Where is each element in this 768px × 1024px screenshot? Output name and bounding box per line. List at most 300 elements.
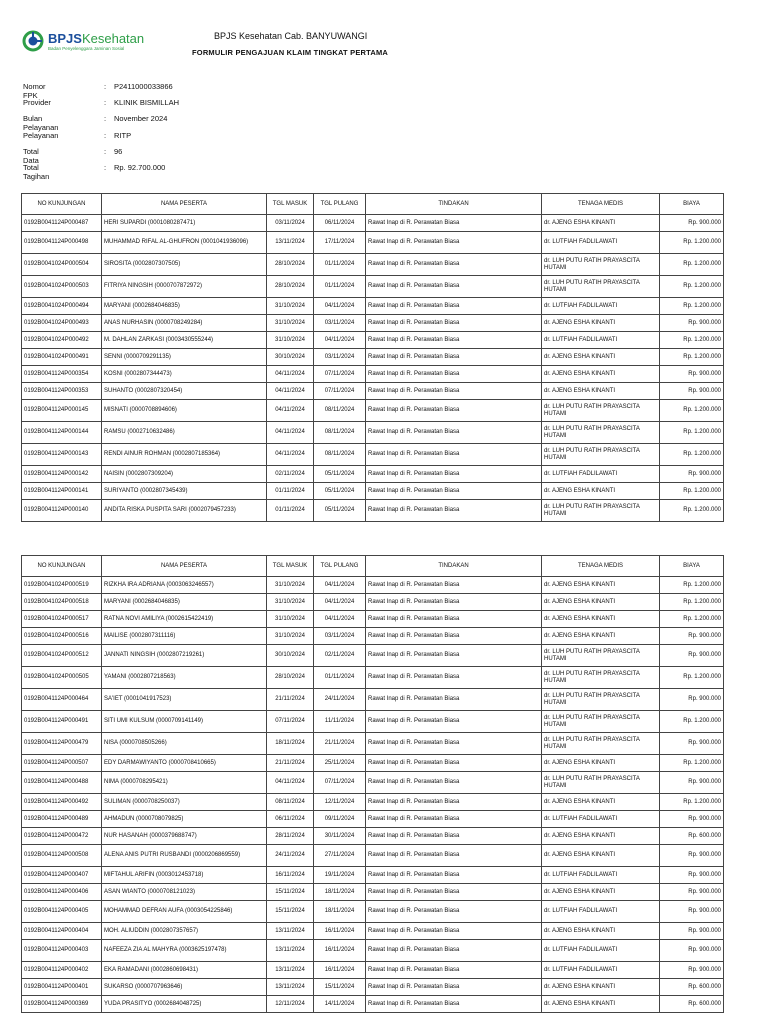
cell-discharge-date: 16/11/2024 bbox=[314, 962, 366, 979]
cell-procedure: Rawat Inap di R. Perawatan Biasa bbox=[366, 940, 542, 962]
cell-procedure: Rawat Inap di R. Perawatan Biasa bbox=[366, 483, 542, 500]
cell-discharge-date: 24/11/2024 bbox=[314, 689, 366, 711]
cell-medical-staff: dr. LUH PUTU RATIH PRAYASCITA HUTAMI bbox=[542, 444, 660, 466]
cell-discharge-date: 01/11/2024 bbox=[314, 667, 366, 689]
summary-colon: : bbox=[104, 130, 107, 140]
cell-cost: Rp. 1.200.000 bbox=[660, 755, 724, 772]
cell-visit-number: 0192B0041024P000517 bbox=[22, 611, 102, 628]
cell-cost: Rp. 1.200.000 bbox=[660, 349, 724, 366]
cell-visit-number: 0192B0041124P000369 bbox=[22, 996, 102, 1013]
cell-procedure: Rawat Inap di R. Perawatan Biasa bbox=[366, 884, 542, 901]
cell-cost: Rp. 1.200.000 bbox=[660, 444, 724, 466]
table-row bbox=[22, 884, 724, 901]
cell-discharge-date: 15/11/2024 bbox=[314, 979, 366, 996]
table-header-row bbox=[22, 194, 724, 215]
cell-cost: Rp. 900.000 bbox=[660, 366, 724, 383]
cell-admission-date: 07/11/2024 bbox=[267, 711, 314, 733]
cell-discharge-date: 07/11/2024 bbox=[314, 383, 366, 400]
table-row bbox=[22, 689, 724, 711]
cell-admission-date: 31/10/2024 bbox=[267, 577, 314, 594]
summary-colon: : bbox=[104, 98, 107, 108]
cell-admission-date: 28/11/2024 bbox=[267, 828, 314, 845]
cell-visit-number: 0192B0041024P000504 bbox=[22, 254, 102, 276]
cell-admission-date: 24/11/2024 bbox=[267, 845, 314, 867]
cell-cost: Rp. 1.200.000 bbox=[660, 500, 724, 522]
table-row bbox=[22, 645, 724, 667]
cell-visit-number: 0192B0041024P000505 bbox=[22, 667, 102, 689]
bpjs-emblem-icon bbox=[22, 30, 44, 52]
cell-cost: Rp. 1.200.000 bbox=[660, 422, 724, 444]
cell-visit-number: 0192B0041124P000489 bbox=[22, 811, 102, 828]
cell-visit-number: 0192B0041024P000494 bbox=[22, 298, 102, 315]
cell-procedure: Rawat Inap di R. Perawatan Biasa bbox=[366, 611, 542, 628]
cell-admission-date: 13/11/2024 bbox=[267, 232, 314, 254]
cell-procedure: Rawat Inap di R. Perawatan Biasa bbox=[366, 215, 542, 232]
cell-admission-date: 31/10/2024 bbox=[267, 628, 314, 645]
cell-cost: Rp. 600.000 bbox=[660, 996, 724, 1013]
cell-medical-staff: dr. LUH PUTU RATIH PRAYASCITA HUTAMI bbox=[542, 733, 660, 755]
cell-cost: Rp. 900.000 bbox=[660, 901, 724, 923]
cell-procedure: Rawat Inap di R. Perawatan Biasa bbox=[366, 298, 542, 315]
column-header-discharge-date: TGL PULANG bbox=[314, 556, 366, 577]
claims-table-2 bbox=[21, 555, 724, 1013]
table-header-row bbox=[22, 556, 724, 577]
cell-visit-number: 0192B0041124P000353 bbox=[22, 383, 102, 400]
cell-patient-name: AHMADUN (0000708079825) bbox=[102, 811, 267, 828]
cell-medical-staff: dr. LUTFIAH FADLILAWATI bbox=[542, 811, 660, 828]
cell-procedure: Rawat Inap di R. Perawatan Biasa bbox=[366, 232, 542, 254]
cell-visit-number: 0192B0041124P000143 bbox=[22, 444, 102, 466]
cell-cost: Rp. 900.000 bbox=[660, 940, 724, 962]
column-header-visit-number: NO KUNJUNGAN bbox=[22, 556, 102, 577]
cell-patient-name: SA'IET (0001041917523) bbox=[102, 689, 267, 711]
table-row bbox=[22, 254, 724, 276]
cell-cost: Rp. 600.000 bbox=[660, 979, 724, 996]
cell-patient-name: NAFEEZA ZIA AL MAHYRA (0003625197478) bbox=[102, 940, 267, 962]
summary-value: KLINIK BISMILLAH bbox=[114, 98, 180, 108]
cell-patient-name: YAMANI (0002807218563) bbox=[102, 667, 267, 689]
cell-patient-name: FITRIYA NINGSIH (0000707872972) bbox=[102, 276, 267, 298]
column-header-procedure: TINDAKAN bbox=[366, 194, 542, 215]
table-row bbox=[22, 466, 724, 483]
cell-cost: Rp. 900.000 bbox=[660, 315, 724, 332]
cell-admission-date: 21/11/2024 bbox=[267, 689, 314, 711]
cell-discharge-date: 08/11/2024 bbox=[314, 422, 366, 444]
summary-label: Total Tagihan bbox=[23, 162, 50, 181]
cell-medical-staff: dr. LUH PUTU RATIH PRAYASCITA HUTAMI bbox=[542, 711, 660, 733]
summary-label: Provider bbox=[23, 98, 51, 108]
cell-medical-staff: dr. AJENG ESHA KINANTI bbox=[542, 884, 660, 901]
column-header-admission-date: TGL MASUK bbox=[267, 556, 314, 577]
cell-patient-name: NIMA (0000708295421) bbox=[102, 772, 267, 794]
cell-patient-name: RATNA NOVI AMILIYA (0002615422419) bbox=[102, 611, 267, 628]
table-row bbox=[22, 444, 724, 466]
cell-discharge-date: 01/11/2024 bbox=[314, 254, 366, 276]
cell-patient-name: RIZKHA IRA ADRIANA (0003063246557) bbox=[102, 577, 267, 594]
cell-cost: Rp. 1.200.000 bbox=[660, 298, 724, 315]
table-row bbox=[22, 298, 724, 315]
summary-value: P2411000033866 bbox=[114, 82, 173, 91]
cell-visit-number: 0192B0041124P000508 bbox=[22, 845, 102, 867]
summary-colon: : bbox=[104, 162, 107, 172]
cell-medical-staff: dr. AJENG ESHA KINANTI bbox=[542, 628, 660, 645]
table-row bbox=[22, 366, 724, 383]
cell-admission-date: 28/10/2024 bbox=[267, 667, 314, 689]
cell-patient-name: SENNI (0000709291135) bbox=[102, 349, 267, 366]
table-row bbox=[22, 315, 724, 332]
column-header-patient-name: NAMA PESERTA bbox=[102, 556, 267, 577]
cell-visit-number: 0192B0041124P000492 bbox=[22, 794, 102, 811]
cell-patient-name: KOSNI (0002807344473) bbox=[102, 366, 267, 383]
cell-procedure: Rawat Inap di R. Perawatan Biasa bbox=[366, 422, 542, 444]
cell-cost: Rp. 900.000 bbox=[660, 733, 724, 755]
cell-visit-number: 0192B0041124P000403 bbox=[22, 940, 102, 962]
cell-cost: Rp. 900.000 bbox=[660, 811, 724, 828]
column-header-admission-date: TGL MASUK bbox=[267, 194, 314, 215]
table-row bbox=[22, 232, 724, 254]
table-row bbox=[22, 845, 724, 867]
cell-discharge-date: 11/11/2024 bbox=[314, 711, 366, 733]
column-header-patient-name: NAMA PESERTA bbox=[102, 194, 267, 215]
cell-visit-number: 0192B0041024P000503 bbox=[22, 276, 102, 298]
cell-medical-staff: dr. AJENG ESHA KINANTI bbox=[542, 923, 660, 940]
cell-procedure: Rawat Inap di R. Perawatan Biasa bbox=[366, 594, 542, 611]
cell-medical-staff: dr. LUTFIAH FADLILAWATI bbox=[542, 332, 660, 349]
cell-admission-date: 04/11/2024 bbox=[267, 444, 314, 466]
cell-procedure: Rawat Inap di R. Perawatan Biasa bbox=[366, 962, 542, 979]
cell-cost: Rp. 900.000 bbox=[660, 772, 724, 794]
cell-patient-name: SUKARSO (0000707963646) bbox=[102, 979, 267, 996]
cell-admission-date: 13/11/2024 bbox=[267, 962, 314, 979]
cell-visit-number: 0192B0041124P000498 bbox=[22, 232, 102, 254]
cell-medical-staff: dr. AJENG ESHA KINANTI bbox=[542, 349, 660, 366]
cell-procedure: Rawat Inap di R. Perawatan Biasa bbox=[366, 811, 542, 828]
cell-patient-name: ANAS NURHASIN (0000708249284) bbox=[102, 315, 267, 332]
cell-medical-staff: dr. LUTFIAH FADLILAWATI bbox=[542, 298, 660, 315]
summary-value: RITP bbox=[114, 130, 132, 140]
cell-discharge-date: 04/11/2024 bbox=[314, 332, 366, 349]
cell-procedure: Rawat Inap di R. Perawatan Biasa bbox=[366, 996, 542, 1013]
cell-admission-date: 08/11/2024 bbox=[267, 794, 314, 811]
cell-procedure: Rawat Inap di R. Perawatan Biasa bbox=[366, 794, 542, 811]
cell-admission-date: 03/11/2024 bbox=[267, 215, 314, 232]
cell-admission-date: 04/11/2024 bbox=[267, 422, 314, 444]
cell-visit-number: 0192B0041024P000512 bbox=[22, 645, 102, 667]
cell-admission-date: 15/11/2024 bbox=[267, 901, 314, 923]
cell-cost: Rp. 600.000 bbox=[660, 828, 724, 845]
cell-admission-date: 04/11/2024 bbox=[267, 366, 314, 383]
table-row bbox=[22, 962, 724, 979]
summary-value: Rp. 92.700.000 bbox=[114, 162, 166, 172]
cell-discharge-date: 03/11/2024 bbox=[314, 628, 366, 645]
cell-visit-number: 0192B0041124P000491 bbox=[22, 711, 102, 733]
cell-discharge-date: 12/11/2024 bbox=[314, 794, 366, 811]
table-row bbox=[22, 979, 724, 996]
cell-visit-number: 0192B0041024P000492 bbox=[22, 332, 102, 349]
cell-cost: Rp. 900.000 bbox=[660, 845, 724, 867]
column-header-medical-staff: TENAGA MEDIS bbox=[542, 556, 660, 577]
cell-admission-date: 30/10/2024 bbox=[267, 645, 314, 667]
cell-medical-staff: dr. AJENG ESHA KINANTI bbox=[542, 611, 660, 628]
cell-procedure: Rawat Inap di R. Perawatan Biasa bbox=[366, 667, 542, 689]
cell-cost: Rp. 1.200.000 bbox=[660, 594, 724, 611]
cell-medical-staff: dr. LUH PUTU RATIH PRAYASCITA HUTAMI bbox=[542, 689, 660, 711]
cell-cost: Rp. 1.200.000 bbox=[660, 611, 724, 628]
cell-visit-number: 0192B0041124P000141 bbox=[22, 483, 102, 500]
column-header-visit-number: NO KUNJUNGAN bbox=[22, 194, 102, 215]
summary-colon: : bbox=[104, 146, 107, 156]
cell-discharge-date: 18/11/2024 bbox=[314, 901, 366, 923]
cell-cost: Rp. 1.200.000 bbox=[660, 232, 724, 254]
cell-visit-number: 0192B0041124P000479 bbox=[22, 733, 102, 755]
cell-procedure: Rawat Inap di R. Perawatan Biasa bbox=[366, 755, 542, 772]
summary-value: November 2024 bbox=[114, 114, 168, 124]
cell-patient-name: JANNATI NINGSIH (0002807219261) bbox=[102, 645, 267, 667]
cell-cost: Rp. 900.000 bbox=[660, 466, 724, 483]
cell-cost: Rp. 900.000 bbox=[660, 215, 724, 232]
cell-admission-date: 28/10/2024 bbox=[267, 254, 314, 276]
table-row bbox=[22, 940, 724, 962]
cell-admission-date: 16/11/2024 bbox=[267, 867, 314, 884]
cell-cost: Rp. 900.000 bbox=[660, 689, 724, 711]
cell-discharge-date: 08/11/2024 bbox=[314, 444, 366, 466]
cell-discharge-date: 17/11/2024 bbox=[314, 232, 366, 254]
logo-tagline: Badan Penyelenggara Jaminan Sosial bbox=[48, 46, 125, 51]
table-row bbox=[22, 772, 724, 794]
cell-admission-date: 13/11/2024 bbox=[267, 979, 314, 996]
cell-visit-number: 0192B0041024P000493 bbox=[22, 315, 102, 332]
cell-medical-staff: dr. LUTFIAH FADLILAWATI bbox=[542, 466, 660, 483]
cell-discharge-date: 05/11/2024 bbox=[314, 500, 366, 522]
cell-medical-staff: dr. LUH PUTU RATIH PRAYASCITA HUTAMI bbox=[542, 667, 660, 689]
cell-visit-number: 0192B0041124P000488 bbox=[22, 772, 102, 794]
cell-discharge-date: 14/11/2024 bbox=[314, 996, 366, 1013]
cell-cost: Rp. 1.200.000 bbox=[660, 667, 724, 689]
cell-medical-staff: dr. AJENG ESHA KINANTI bbox=[542, 483, 660, 500]
claims-table-1 bbox=[21, 193, 724, 522]
summary-colon: : bbox=[104, 82, 107, 91]
cell-cost: Rp. 1.200.000 bbox=[660, 332, 724, 349]
cell-discharge-date: 02/11/2024 bbox=[314, 645, 366, 667]
cell-patient-name: SUHANTO (0002807320454) bbox=[102, 383, 267, 400]
table-row bbox=[22, 332, 724, 349]
table-row bbox=[22, 577, 724, 594]
cell-medical-staff: dr. AJENG ESHA KINANTI bbox=[542, 845, 660, 867]
table-row bbox=[22, 996, 724, 1013]
cell-patient-name: M. DAHLAN ZARKASI (0003430555244) bbox=[102, 332, 267, 349]
cell-medical-staff: dr. AJENG ESHA KINANTI bbox=[542, 996, 660, 1013]
cell-visit-number: 0192B0041124P000354 bbox=[22, 366, 102, 383]
cell-admission-date: 30/10/2024 bbox=[267, 349, 314, 366]
cell-admission-date: 31/10/2024 bbox=[267, 611, 314, 628]
summary-label: Total Data bbox=[23, 146, 39, 165]
cell-cost: Rp. 900.000 bbox=[660, 962, 724, 979]
cell-procedure: Rawat Inap di R. Perawatan Biasa bbox=[366, 923, 542, 940]
cell-cost: Rp. 1.200.000 bbox=[660, 400, 724, 422]
cell-medical-staff: dr. LUH PUTU RATIH PRAYASCITA HUTAMI bbox=[542, 500, 660, 522]
cell-visit-number: 0192B0041124P000407 bbox=[22, 867, 102, 884]
cell-patient-name: YUDA PRASITYO (0002684048725) bbox=[102, 996, 267, 1013]
cell-medical-staff: dr. LUH PUTU RATIH PRAYASCITA HUTAMI bbox=[542, 254, 660, 276]
table-row bbox=[22, 500, 724, 522]
cell-discharge-date: 25/11/2024 bbox=[314, 755, 366, 772]
table-row bbox=[22, 794, 724, 811]
cell-admission-date: 31/10/2024 bbox=[267, 332, 314, 349]
cell-medical-staff: dr. AJENG ESHA KINANTI bbox=[542, 755, 660, 772]
cell-medical-staff: dr. AJENG ESHA KINANTI bbox=[542, 979, 660, 996]
table-row bbox=[22, 483, 724, 500]
table-row bbox=[22, 811, 724, 828]
cell-discharge-date: 04/11/2024 bbox=[314, 577, 366, 594]
cell-medical-staff: dr. AJENG ESHA KINANTI bbox=[542, 828, 660, 845]
cell-visit-number: 0192B0041024P000519 bbox=[22, 577, 102, 594]
office-name: BPJS Kesehatan Cab. BANYUWANGI bbox=[214, 31, 368, 41]
logo-brand: BPJSKesehatan bbox=[48, 31, 145, 46]
cell-visit-number: 0192B0041124P000405 bbox=[22, 901, 102, 923]
cell-medical-staff: dr. LUH PUTU RATIH PRAYASCITA HUTAMI bbox=[542, 276, 660, 298]
table-row bbox=[22, 422, 724, 444]
cell-procedure: Rawat Inap di R. Perawatan Biasa bbox=[366, 867, 542, 884]
cell-admission-date: 13/11/2024 bbox=[267, 940, 314, 962]
cell-visit-number: 0192B0041124P000402 bbox=[22, 962, 102, 979]
cell-discharge-date: 08/11/2024 bbox=[314, 400, 366, 422]
cell-patient-name: SITI UMI KULSUM (0000709141149) bbox=[102, 711, 267, 733]
cell-patient-name: MISNATI (0000708894606) bbox=[102, 400, 267, 422]
cell-procedure: Rawat Inap di R. Perawatan Biasa bbox=[366, 845, 542, 867]
cell-discharge-date: 18/11/2024 bbox=[314, 884, 366, 901]
cell-procedure: Rawat Inap di R. Perawatan Biasa bbox=[366, 711, 542, 733]
cell-patient-name: ASAN WIANTO (0000708121023) bbox=[102, 884, 267, 901]
cell-procedure: Rawat Inap di R. Perawatan Biasa bbox=[366, 772, 542, 794]
cell-visit-number: 0192B0041124P000142 bbox=[22, 466, 102, 483]
cell-admission-date: 21/11/2024 bbox=[267, 755, 314, 772]
table-row bbox=[22, 400, 724, 422]
bpjs-logo bbox=[22, 30, 152, 54]
cell-cost: Rp. 1.200.000 bbox=[660, 483, 724, 500]
cell-procedure: Rawat Inap di R. Perawatan Biasa bbox=[366, 689, 542, 711]
column-header-discharge-date: TGL PULANG bbox=[314, 194, 366, 215]
cell-admission-date: 12/11/2024 bbox=[267, 996, 314, 1013]
cell-procedure: Rawat Inap di R. Perawatan Biasa bbox=[366, 733, 542, 755]
summary-colon: : bbox=[104, 114, 107, 124]
cell-medical-staff: dr. LUTFIAH FADLILAWATI bbox=[542, 232, 660, 254]
cell-medical-staff: dr. LUH PUTU RATIH PRAYASCITA HUTAMI bbox=[542, 422, 660, 444]
cell-patient-name: SURIYANTO (0002807345439) bbox=[102, 483, 267, 500]
cell-medical-staff: dr. LUTFIAH FADLILAWATI bbox=[542, 867, 660, 884]
cell-patient-name: HERI SUPARDI (0001080287471) bbox=[102, 215, 267, 232]
cell-medical-staff: dr. LUTFIAH FADLILAWATI bbox=[542, 940, 660, 962]
cell-visit-number: 0192B0041124P000401 bbox=[22, 979, 102, 996]
cell-procedure: Rawat Inap di R. Perawatan Biasa bbox=[366, 901, 542, 923]
cell-patient-name: MOH. ALIUDDIN (0002807357657) bbox=[102, 923, 267, 940]
cell-visit-number: 0192B0041124P000145 bbox=[22, 400, 102, 422]
cell-discharge-date: 21/11/2024 bbox=[314, 733, 366, 755]
cell-cost: Rp. 1.200.000 bbox=[660, 577, 724, 594]
cell-procedure: Rawat Inap di R. Perawatan Biasa bbox=[366, 400, 542, 422]
table-row bbox=[22, 828, 724, 845]
cell-discharge-date: 03/11/2024 bbox=[314, 349, 366, 366]
column-header-procedure: TINDAKAN bbox=[366, 556, 542, 577]
table-row bbox=[22, 349, 724, 366]
cell-medical-staff: dr. LUH PUTU RATIH PRAYASCITA HUTAMI bbox=[542, 645, 660, 667]
cell-procedure: Rawat Inap di R. Perawatan Biasa bbox=[366, 315, 542, 332]
cell-medical-staff: dr. AJENG ESHA KINANTI bbox=[542, 594, 660, 611]
cell-medical-staff: dr. AJENG ESHA KINANTI bbox=[542, 794, 660, 811]
cell-medical-staff: dr. AJENG ESHA KINANTI bbox=[542, 383, 660, 400]
cell-admission-date: 04/11/2024 bbox=[267, 772, 314, 794]
cell-procedure: Rawat Inap di R. Perawatan Biasa bbox=[366, 332, 542, 349]
form-title: FORMULIR PENGAJUAN KLAIM TINGKAT PERTAMA bbox=[192, 48, 389, 57]
cell-medical-staff: dr. LUH PUTU RATIH PRAYASCITA HUTAMI bbox=[542, 772, 660, 794]
cell-admission-date: 15/11/2024 bbox=[267, 884, 314, 901]
cell-patient-name: NAISIN (0002807309204) bbox=[102, 466, 267, 483]
cell-cost: Rp. 1.200.000 bbox=[660, 711, 724, 733]
cell-discharge-date: 04/11/2024 bbox=[314, 611, 366, 628]
cell-discharge-date: 30/11/2024 bbox=[314, 828, 366, 845]
cell-patient-name: MARYANI (0002684046835) bbox=[102, 594, 267, 611]
cell-admission-date: 13/11/2024 bbox=[267, 923, 314, 940]
cell-discharge-date: 04/11/2024 bbox=[314, 298, 366, 315]
cell-discharge-date: 04/11/2024 bbox=[314, 594, 366, 611]
table-row bbox=[22, 755, 724, 772]
cell-patient-name: MIFTAHUL ARIFIN (0003012453718) bbox=[102, 867, 267, 884]
table-row bbox=[22, 867, 724, 884]
cell-medical-staff: dr. AJENG ESHA KINANTI bbox=[542, 215, 660, 232]
cell-procedure: Rawat Inap di R. Perawatan Biasa bbox=[366, 444, 542, 466]
table-row bbox=[22, 923, 724, 940]
cell-patient-name: SULIMAN (0000708250037) bbox=[102, 794, 267, 811]
cell-discharge-date: 16/11/2024 bbox=[314, 923, 366, 940]
cell-medical-staff: dr. LUTFIAH FADLILAWATI bbox=[542, 962, 660, 979]
cell-discharge-date: 27/11/2024 bbox=[314, 845, 366, 867]
cell-patient-name: NUR HASANAH (0000379688747) bbox=[102, 828, 267, 845]
cell-cost: Rp. 900.000 bbox=[660, 923, 724, 940]
cell-procedure: Rawat Inap di R. Perawatan Biasa bbox=[366, 383, 542, 400]
cell-admission-date: 28/10/2024 bbox=[267, 276, 314, 298]
cell-visit-number: 0192B0041124P000144 bbox=[22, 422, 102, 444]
cell-visit-number: 0192B0041024P000518 bbox=[22, 594, 102, 611]
cell-medical-staff: dr. AJENG ESHA KINANTI bbox=[542, 315, 660, 332]
table-row bbox=[22, 383, 724, 400]
cell-patient-name: MUHAMMAD RIFAL AL-GHUFRON (0001041936096) bbox=[102, 232, 267, 254]
cell-patient-name: MAILISE (0002807311116) bbox=[102, 628, 267, 645]
cell-patient-name: NISA (0000708505266) bbox=[102, 733, 267, 755]
column-header-medical-staff: TENAGA MEDIS bbox=[542, 194, 660, 215]
cell-admission-date: 04/11/2024 bbox=[267, 400, 314, 422]
table-row bbox=[22, 611, 724, 628]
cell-medical-staff: dr. AJENG ESHA KINANTI bbox=[542, 577, 660, 594]
cell-discharge-date: 06/11/2024 bbox=[314, 215, 366, 232]
column-header-cost: BIAYA bbox=[660, 194, 724, 215]
cell-patient-name: RENDI AINUR ROHMAN (0002807185364) bbox=[102, 444, 267, 466]
cell-procedure: Rawat Inap di R. Perawatan Biasa bbox=[366, 628, 542, 645]
cell-patient-name: RAMSU (0002710632486) bbox=[102, 422, 267, 444]
cell-visit-number: 0192B0041124P000507 bbox=[22, 755, 102, 772]
table-row bbox=[22, 733, 724, 755]
cell-discharge-date: 05/11/2024 bbox=[314, 483, 366, 500]
document-header bbox=[0, 0, 768, 70]
summary-value: 96 bbox=[114, 146, 123, 156]
cell-procedure: Rawat Inap di R. Perawatan Biasa bbox=[366, 645, 542, 667]
cell-discharge-date: 19/11/2024 bbox=[314, 867, 366, 884]
table-row bbox=[22, 215, 724, 232]
cell-cost: Rp. 1.200.000 bbox=[660, 794, 724, 811]
cell-discharge-date: 05/11/2024 bbox=[314, 466, 366, 483]
cell-procedure: Rawat Inap di R. Perawatan Biasa bbox=[366, 276, 542, 298]
cell-discharge-date: 01/11/2024 bbox=[314, 276, 366, 298]
cell-medical-staff: dr. LUTFIAH FADLILAWATI bbox=[542, 901, 660, 923]
table-row bbox=[22, 276, 724, 298]
